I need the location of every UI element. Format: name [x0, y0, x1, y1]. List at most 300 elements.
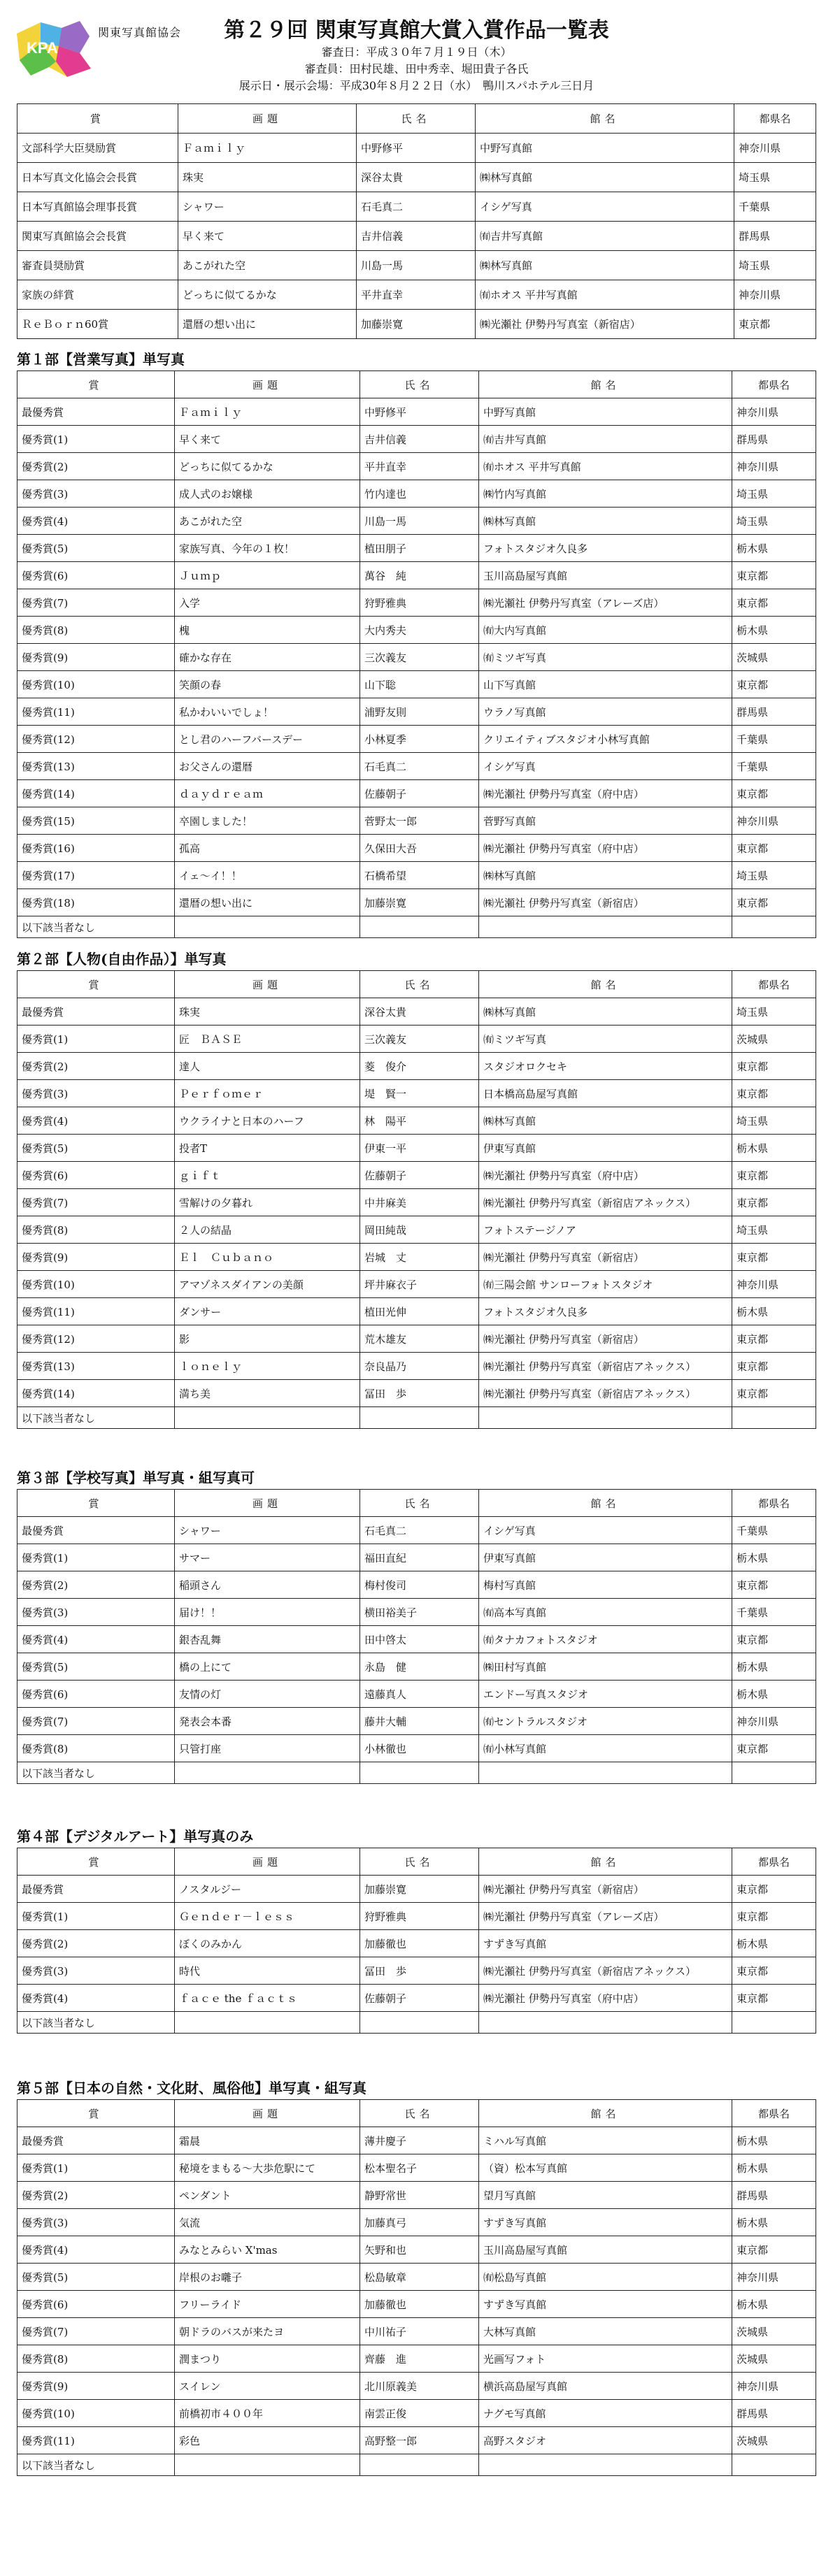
- cell-studio: ㈲ミツギ写真: [479, 644, 732, 671]
- cell-photographer: 梅村俊司: [360, 1571, 479, 1599]
- cell-prefecture: 茨城県: [732, 1026, 816, 1053]
- cell-prefecture: 栃木県: [732, 1135, 816, 1162]
- cell-studio: エンドー写真スタジオ: [479, 1681, 732, 1708]
- cell-award: 審査員奨励賞: [17, 251, 178, 280]
- cell-award: 優秀賞(4): [17, 1626, 175, 1653]
- cell-photo-title: 発表会本番: [175, 1708, 360, 1735]
- table-row: [17, 1985, 816, 2012]
- cell-prefecture: 東京都: [732, 1903, 816, 1930]
- cell-photo-title: 彩色: [175, 2427, 360, 2454]
- cell-photographer: 川島一馬: [360, 508, 479, 535]
- association-name: 関東写真館協会: [98, 26, 182, 39]
- table-row: [17, 1244, 816, 1271]
- empty-cell: [732, 2454, 816, 2476]
- section-title: 第３部【学校写真】単写真・組写真可: [17, 1469, 255, 1486]
- cell-award: 最優秀賞: [17, 398, 175, 426]
- cell-photo-title: 朝ドラのバスが来たヨ: [175, 2318, 360, 2345]
- cell-award: 優秀賞(3): [17, 1957, 175, 1985]
- cell-studio: （資）松本写真館: [479, 2154, 732, 2182]
- cell-award: 優秀賞(3): [17, 1080, 175, 1107]
- cell-award: 優秀賞(14): [17, 780, 175, 807]
- cell-photographer: 三次義友: [360, 644, 479, 671]
- cell-photographer: 石毛真二: [357, 192, 476, 222]
- cell-prefecture: 東京都: [732, 835, 816, 862]
- section-title: 第１部【営業写真】単写真: [17, 351, 185, 368]
- column-header-photographer: 氏名: [360, 971, 479, 998]
- cell-prefecture: 東京都: [732, 1080, 816, 1107]
- cell-prefecture: 東京都: [732, 1957, 816, 1985]
- cell-photographer: 中野修平: [357, 134, 476, 163]
- table-row: [17, 192, 816, 222]
- column-header-award: 賞: [17, 104, 178, 134]
- cell-award: 優秀賞(14): [17, 1380, 175, 1407]
- cell-award: 優秀賞(11): [17, 1298, 175, 1325]
- cell-award: 日本写真文化協会会長賞: [17, 163, 178, 192]
- cell-prefecture: 栃木県: [732, 1930, 816, 1957]
- cell-photo-title: どっちに似てるかな: [175, 453, 360, 480]
- cell-studio: 伊東写真館: [479, 1544, 732, 1571]
- cell-prefecture: 埼玉県: [734, 251, 816, 280]
- cell-photographer: 加藤崇寛: [360, 1876, 479, 1903]
- cell-photographer: 静野常世: [360, 2182, 479, 2209]
- cell-photo-title: 槐: [175, 617, 360, 644]
- cell-award: 優秀賞(11): [17, 2427, 175, 2454]
- cell-photographer: 加藤徹也: [360, 2291, 479, 2318]
- cell-award: 優秀賞(2): [17, 453, 175, 480]
- empty-cell: [175, 1407, 360, 1429]
- cell-photographer: 佐藤朝子: [360, 1162, 479, 1189]
- cell-photographer: 中井麻美: [360, 1189, 479, 1216]
- cell-award: 優秀賞(9): [17, 2373, 175, 2400]
- cell-photo-title: フリーライド: [175, 2291, 360, 2318]
- cell-studio: ㈱光瀬社 伊勢丹写真室（新宿店）: [479, 1876, 732, 1903]
- cell-studio: ㈱林写真館: [476, 163, 734, 192]
- judging-date: 審査日：平成３０年７月１９日（木）: [321, 45, 512, 59]
- cell-prefecture: 埼玉県: [732, 862, 816, 889]
- cell-photographer: 石橋希望: [360, 862, 479, 889]
- cell-award: 優秀賞(5): [17, 1135, 175, 1162]
- cell-photographer: 菅野太一郎: [360, 807, 479, 835]
- cell-photo-title: 只管打座: [175, 1735, 360, 1762]
- cell-photographer: 松本聖名子: [360, 2154, 479, 2182]
- cell-award: 優秀賞(13): [17, 753, 175, 780]
- cell-prefecture: 千葉県: [734, 192, 816, 222]
- column-header-prefecture: 都県名: [732, 371, 816, 398]
- table-row: [17, 426, 816, 453]
- cell-prefecture: 群馬県: [732, 426, 816, 453]
- cell-prefecture: 千葉県: [732, 1599, 816, 1626]
- cell-prefecture: 茨城県: [732, 2427, 816, 2454]
- cell-photo-title: 潤まつり: [175, 2345, 360, 2373]
- table-row: [17, 2182, 816, 2209]
- cell-prefecture: 東京都: [732, 1380, 816, 1407]
- table-row: [17, 1189, 816, 1216]
- cell-award: 優秀賞(12): [17, 1325, 175, 1353]
- cell-photographer: 大内秀夫: [360, 617, 479, 644]
- table-row: [17, 780, 816, 807]
- cell-studio: ㈱光瀬社 伊勢丹写真室（新宿店）: [479, 1244, 732, 1271]
- cell-award: 最優秀賞: [17, 1876, 175, 1903]
- table-row: [17, 1298, 816, 1325]
- cell-photo-title: とし君のハーフバースデー: [175, 726, 360, 753]
- cell-studio: 光画写フォト: [479, 2345, 732, 2373]
- cell-studio: ㈲高本写真館: [479, 1599, 732, 1626]
- table-header-row: [17, 371, 816, 398]
- table-row: [17, 889, 816, 916]
- column-header-photographer: 氏名: [360, 1490, 479, 1517]
- column-header-prefecture: 都県名: [732, 971, 816, 998]
- cell-prefecture: 東京都: [732, 1189, 816, 1216]
- cell-studio: ㈱林写真館: [479, 1107, 732, 1135]
- cell-photo-title: あこがれた空: [178, 251, 357, 280]
- cell-photo-title: 成人式のお嬢様: [175, 480, 360, 508]
- cell-prefecture: 神奈川県: [732, 807, 816, 835]
- no-further-winners-row: [17, 916, 816, 938]
- awards-table: [17, 1489, 816, 1784]
- column-header-studio: 館名: [479, 2100, 732, 2127]
- cell-photo-title: 早く来て: [178, 222, 357, 251]
- cell-studio: ㈲松島写真館: [479, 2264, 732, 2291]
- cell-photo-title: ｄａｙｄｒｅａｍ: [175, 780, 360, 807]
- no-further-winners-label: 以下該当者なし: [17, 2454, 175, 2476]
- table-row: [17, 998, 816, 1026]
- table-row: [17, 508, 816, 535]
- exhibition-info: 展示日・展示会場：平成30年８月２２日（水） 鴨川スパホテル三日月: [238, 79, 595, 92]
- empty-cell: [360, 1407, 479, 1429]
- cell-award: 優秀賞(5): [17, 2264, 175, 2291]
- cell-prefecture: 神奈川県: [732, 2264, 816, 2291]
- cell-prefecture: 栃木県: [732, 2209, 816, 2236]
- cell-photo-title: サマー: [175, 1544, 360, 1571]
- column-header-award: 賞: [17, 1848, 175, 1876]
- cell-studio: ㈱光瀬社 伊勢丹写真室（新宿店）: [476, 310, 734, 339]
- cell-award: ＲｅＢｏｒｎ60賞: [17, 310, 178, 339]
- cell-photographer: 加藤崇寛: [360, 889, 479, 916]
- table-row: [17, 698, 816, 726]
- column-header-photographer: 氏名: [360, 1848, 479, 1876]
- table-row: [17, 1162, 816, 1189]
- cell-prefecture: 群馬県: [732, 2400, 816, 2427]
- table-row: [17, 251, 816, 280]
- cell-award: 優秀賞(2): [17, 1053, 175, 1080]
- table-row: [17, 562, 816, 589]
- cell-photographer: 吉井信義: [360, 426, 479, 453]
- cell-photographer: 林 陽平: [360, 1107, 479, 1135]
- cell-photographer: 植田光伸: [360, 1298, 479, 1325]
- cell-award: 優秀賞(6): [17, 562, 175, 589]
- column-header-photo-title: 画題: [175, 971, 360, 998]
- cell-photographer: 薄井慶子: [360, 2127, 479, 2154]
- cell-photographer: 竹内達也: [360, 480, 479, 508]
- cell-prefecture: 東京都: [732, 1735, 816, 1762]
- cell-studio: 伊東写真館: [479, 1135, 732, 1162]
- cell-photo-title: シャワー: [175, 1517, 360, 1544]
- cell-award: 優秀賞(16): [17, 835, 175, 862]
- cell-prefecture: 栃木県: [732, 2154, 816, 2182]
- cell-photographer: 堤 賢一: [360, 1080, 479, 1107]
- table-row: [17, 1930, 816, 1957]
- cell-studio: すずき写真館: [479, 2209, 732, 2236]
- cell-photo-title: 届け！！: [175, 1599, 360, 1626]
- cell-photo-title: 影: [175, 1325, 360, 1353]
- section-title: 第５部【日本の自然・文化財、風俗他】単写真・組写真: [17, 2080, 366, 2096]
- table-row: [17, 1271, 816, 1298]
- cell-photo-title: Ｆａｍｉｌｙ: [175, 398, 360, 426]
- cell-prefecture: 神奈川県: [732, 398, 816, 426]
- cell-photo-title: 橋の上にて: [175, 1653, 360, 1681]
- cell-studio: ㈱光瀬社 伊勢丹写真室（府中店）: [479, 1162, 732, 1189]
- cell-studio: ㈱光瀬社 伊勢丹写真室（新宿店アネックス）: [479, 1353, 732, 1380]
- cell-photographer: 深谷太貴: [360, 998, 479, 1026]
- cell-photo-title: 稲頭さん: [175, 1571, 360, 1599]
- table-row: [17, 617, 816, 644]
- cell-prefecture: 東京都: [732, 1053, 816, 1080]
- cell-photo-title: Ｇｅｎｄｅｒ－ｌｅｓｓ: [175, 1903, 360, 1930]
- table-header-row: [17, 104, 816, 134]
- empty-cell: [360, 916, 479, 938]
- cell-photographer: 吉井信義: [357, 222, 476, 251]
- cell-prefecture: 神奈川県: [734, 134, 816, 163]
- cell-studio: 玉川高島屋写真館: [479, 2236, 732, 2264]
- empty-cell: [479, 2454, 732, 2476]
- cell-photographer: 加藤真弓: [360, 2209, 479, 2236]
- no-further-winners-label: 以下該当者なし: [17, 1762, 175, 1784]
- cell-photographer: 三次義友: [360, 1026, 479, 1053]
- judges: 審査員：田村民雄、田中秀幸、堀田貴子各氏: [304, 62, 529, 75]
- cell-prefecture: 茨城県: [732, 2345, 816, 2373]
- table-row: [17, 2209, 816, 2236]
- cell-prefecture: 東京都: [732, 562, 816, 589]
- no-further-winners-label: 以下該当者なし: [17, 1407, 175, 1429]
- cell-award: 優秀賞(18): [17, 889, 175, 916]
- cell-award: 優秀賞(2): [17, 2182, 175, 2209]
- cell-award: 優秀賞(10): [17, 2400, 175, 2427]
- table-row: [17, 2127, 816, 2154]
- cell-award: 優秀賞(6): [17, 1681, 175, 1708]
- cell-photographer: 狩野雅典: [360, 1903, 479, 1930]
- table-row: [17, 835, 816, 862]
- empty-cell: [360, 2012, 479, 2034]
- cell-photo-title: お父さんの還暦: [175, 753, 360, 780]
- cell-award: 優秀賞(1): [17, 426, 175, 453]
- awards-table: [17, 970, 816, 1429]
- cell-award: 優秀賞(6): [17, 2291, 175, 2318]
- cell-prefecture: 東京都: [732, 1162, 816, 1189]
- cell-award: 優秀賞(3): [17, 1599, 175, 1626]
- cell-award: 優秀賞(7): [17, 1189, 175, 1216]
- cell-photographer: 佐藤朝子: [360, 780, 479, 807]
- table-row: [17, 163, 816, 192]
- cell-prefecture: 神奈川県: [732, 2373, 816, 2400]
- cell-prefecture: 群馬県: [732, 2182, 816, 2209]
- cell-prefecture: 茨城県: [732, 2318, 816, 2345]
- cell-photo-title: ｇｉｆｔ: [175, 1162, 360, 1189]
- awards-table: [17, 2099, 816, 2476]
- cell-award: 優秀賞(11): [17, 698, 175, 726]
- table-row: [17, 2400, 816, 2427]
- cell-studio: ㈱林写真館: [479, 508, 732, 535]
- empty-cell: [175, 2012, 360, 2034]
- table-row: [17, 398, 816, 426]
- cell-photographer: 藤井大輔: [360, 1708, 479, 1735]
- cell-studio: ㈲タナカフォトスタジオ: [479, 1626, 732, 1653]
- cell-studio: ミハル写真館: [479, 2127, 732, 2154]
- cell-prefecture: 埼玉県: [732, 998, 816, 1026]
- cell-prefecture: 東京都: [732, 1626, 816, 1653]
- cell-photo-title: イェ～イ！！: [175, 862, 360, 889]
- cell-photographer: 南雲正俊: [360, 2400, 479, 2427]
- cell-award: 優秀賞(10): [17, 671, 175, 698]
- cell-photographer: 小林徹也: [360, 1735, 479, 1762]
- cell-studio: 中野写真館: [479, 398, 732, 426]
- table-row: [17, 1571, 816, 1599]
- cell-photographer: 北川原義美: [360, 2373, 479, 2400]
- column-header-photo-title: 画題: [175, 1848, 360, 1876]
- cell-prefecture: 千葉県: [732, 753, 816, 780]
- no-further-winners-label: 以下該当者なし: [17, 916, 175, 938]
- cell-studio: ㈱光瀬社 伊勢丹写真室（アレーズ店）: [479, 1903, 732, 1930]
- no-further-winners-row: [17, 1762, 816, 1784]
- cell-prefecture: 栃木県: [732, 2291, 816, 2318]
- cell-award: 優秀賞(4): [17, 2236, 175, 2264]
- cell-photographer: 冨田 歩: [360, 1957, 479, 1985]
- table-row: [17, 2373, 816, 2400]
- cell-award: 優秀賞(4): [17, 1107, 175, 1135]
- cell-studio: 梅村写真館: [479, 1571, 732, 1599]
- cell-photo-title: 銀杏乱舞: [175, 1626, 360, 1653]
- cell-prefecture: 埼玉県: [732, 1216, 816, 1244]
- cell-photographer: 佐藤朝子: [360, 1985, 479, 2012]
- empty-cell: [479, 2012, 732, 2034]
- cell-studio: 望月写真館: [479, 2182, 732, 2209]
- column-header-prefecture: 都県名: [732, 1490, 816, 1517]
- cell-award: 家族の絆賞: [17, 280, 178, 310]
- cell-photo-title: 匠 ＢＡＳＥ: [175, 1026, 360, 1053]
- empty-cell: [175, 2454, 360, 2476]
- cell-studio: 日本橋高島屋写真館: [479, 1080, 732, 1107]
- cell-award: 優秀賞(9): [17, 1244, 175, 1271]
- cell-photo-title: ノスタルジー: [175, 1876, 360, 1903]
- cell-award: 優秀賞(10): [17, 1271, 175, 1298]
- column-header-award: 賞: [17, 1490, 175, 1517]
- cell-photo-title: 気流: [175, 2209, 360, 2236]
- cell-photo-title: ペンダント: [175, 2182, 360, 2209]
- cell-studio: 玉川高島屋写真館: [479, 562, 732, 589]
- cell-studio: クリエイティブスタジオ小林写真館: [479, 726, 732, 753]
- table-row: [17, 2345, 816, 2373]
- table-row: [17, 134, 816, 163]
- cell-studio: ㈱光瀬社 伊勢丹写真室（府中店）: [479, 780, 732, 807]
- cell-photographer: 川島一馬: [357, 251, 476, 280]
- awards-table: [17, 370, 816, 938]
- cell-photographer: 荒木雄友: [360, 1325, 479, 1353]
- cell-photographer: 中川祐子: [360, 2318, 479, 2345]
- column-header-prefecture: 都県名: [734, 104, 816, 134]
- table-row: [17, 807, 816, 835]
- table-row: [17, 726, 816, 753]
- cell-photo-title: 卒園しました！: [175, 807, 360, 835]
- cell-photographer: 石毛真二: [360, 1517, 479, 1544]
- table-row: [17, 453, 816, 480]
- cell-award: 優秀賞(5): [17, 535, 175, 562]
- cell-studio: ㈱田村写真館: [479, 1653, 732, 1681]
- cell-award: 優秀賞(4): [17, 1985, 175, 2012]
- cell-studio: 菅野写真館: [479, 807, 732, 835]
- cell-photo-title: スイレン: [175, 2373, 360, 2400]
- empty-cell: [732, 2012, 816, 2034]
- table-row: [17, 1708, 816, 1735]
- column-header-studio: 館名: [479, 971, 732, 998]
- cell-photo-title: ダンサー: [175, 1298, 360, 1325]
- column-header-photo-title: 画題: [175, 2100, 360, 2127]
- cell-photo-title: 時代: [175, 1957, 360, 1985]
- column-header-photo-title: 画題: [175, 1490, 360, 1517]
- cell-award: 優秀賞(3): [17, 2209, 175, 2236]
- cell-award: 優秀賞(17): [17, 862, 175, 889]
- cell-prefecture: 東京都: [732, 2236, 816, 2264]
- cell-prefecture: 東京都: [734, 310, 816, 339]
- cell-prefecture: 栃木県: [732, 2127, 816, 2154]
- cell-photo-title: どっちに似てるかな: [178, 280, 357, 310]
- cell-photographer: 深谷太貴: [357, 163, 476, 192]
- cell-prefecture: 神奈川県: [732, 1708, 816, 1735]
- table-row: [17, 1681, 816, 1708]
- cell-studio: 高野スタジオ: [479, 2427, 732, 2454]
- cell-prefecture: 栃木県: [732, 1544, 816, 1571]
- cell-photo-title: 珠実: [178, 163, 357, 192]
- table-row: [17, 1026, 816, 1053]
- cell-photo-title: あこがれた空: [175, 508, 360, 535]
- cell-studio: ㈲吉井写真館: [476, 222, 734, 251]
- cell-studio: ㈱林写真館: [476, 251, 734, 280]
- cell-photographer: 横田裕美子: [360, 1599, 479, 1626]
- table-row: [17, 1517, 816, 1544]
- cell-award: 文部科学大臣奨励賞: [17, 134, 178, 163]
- column-header-photographer: 氏名: [360, 371, 479, 398]
- column-header-award: 賞: [17, 371, 175, 398]
- cell-studio: ㈲小林写真館: [479, 1735, 732, 1762]
- table-row: [17, 2236, 816, 2264]
- cell-studio: ㈲三陽会館 サンローフォトスタジオ: [479, 1271, 732, 1298]
- cell-photo-title: 前橋初市４００年: [175, 2400, 360, 2427]
- table-row: [17, 2427, 816, 2454]
- cell-studio: フォトスタジオ久良多: [479, 1298, 732, 1325]
- cell-prefecture: 東京都: [732, 1244, 816, 1271]
- cell-photographer: 伊東一平: [360, 1135, 479, 1162]
- cell-photo-title: 岸根のお囃子: [175, 2264, 360, 2291]
- cell-photo-title: ２人の結晶: [175, 1216, 360, 1244]
- cell-prefecture: 埼玉県: [732, 1107, 816, 1135]
- cell-photographer: 矢野和也: [360, 2236, 479, 2264]
- cell-studio: イシゲ写真: [476, 192, 734, 222]
- cell-photo-title: Ｐｅｒｆｏｍｅｒ: [175, 1080, 360, 1107]
- cell-prefecture: 東京都: [732, 1571, 816, 1599]
- cell-prefecture: 茨城県: [732, 644, 816, 671]
- cell-photo-title: 入学: [175, 589, 360, 617]
- cell-studio: ㈱光瀬社 伊勢丹写真室（新宿店）: [479, 1325, 732, 1353]
- cell-studio: フォトステージノア: [479, 1216, 732, 1244]
- cell-prefecture: 栃木県: [732, 1298, 816, 1325]
- table-row: [17, 671, 816, 698]
- cell-photo-title: ウクライナと日本のハーフ: [175, 1107, 360, 1135]
- no-further-winners-row: [17, 2454, 816, 2476]
- cell-award: 優秀賞(1): [17, 1903, 175, 1930]
- cell-prefecture: 東京都: [732, 1876, 816, 1903]
- cell-photographer: 平井直幸: [357, 280, 476, 310]
- table-row: [17, 2264, 816, 2291]
- table-header-row: [17, 2100, 816, 2127]
- cell-photographer: 久保田大吾: [360, 835, 479, 862]
